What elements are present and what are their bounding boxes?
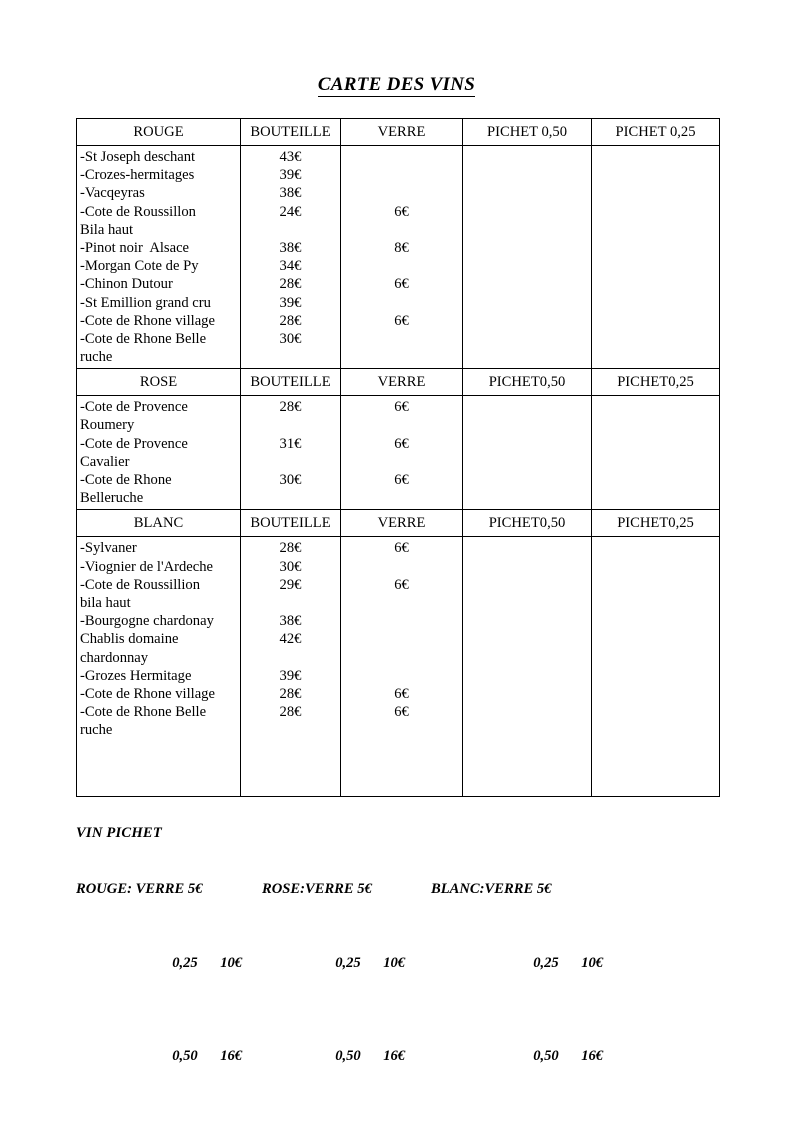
- vin-pichet-row: [262, 936, 405, 992]
- column-header-bouteille: BOUTEILLE: [241, 510, 341, 537]
- pichet-050-prices-rouge: [463, 146, 592, 369]
- column-header-verre: VERRE: [341, 510, 463, 537]
- section-header-name: BLANC: [77, 510, 241, 537]
- section-header-rouge: [77, 119, 720, 146]
- vin-pichet-row: [76, 1029, 242, 1085]
- vin-pichet-size: 0,50: [533, 1048, 559, 1065]
- vin-pichet-price: 10€: [220, 955, 243, 972]
- column-header-verre: VERRE: [341, 119, 463, 146]
- section-body-rose: [77, 396, 720, 510]
- vin-pichet-row: [262, 1029, 405, 1085]
- section-header-name: ROSE: [77, 369, 241, 396]
- vin-pichet-size: 0,25: [335, 955, 361, 972]
- vin-pichet-column-rose: [262, 843, 405, 1122]
- column-header-bouteille: BOUTEILLE: [241, 369, 341, 396]
- vin-pichet-size: 0,25: [533, 955, 559, 972]
- section-body-blanc: [77, 537, 720, 797]
- vin-pichet-size: 0,50: [335, 1048, 361, 1065]
- vin-pichet-price: 10€: [581, 955, 604, 972]
- vin-pichet-title: VIN PICHET: [76, 825, 162, 841]
- vin-pichet-price: 16€: [220, 1048, 243, 1065]
- vin-pichet-price: 16€: [581, 1048, 604, 1065]
- column-header-pichet-025: PICHET0,25: [592, 369, 720, 396]
- vin-pichet-price: 10€: [383, 955, 406, 972]
- vin-pichet-column-blanc: [431, 843, 603, 1122]
- vin-pichet-size: 0,50: [172, 1048, 198, 1065]
- wine-names-rouge: -St Joseph deschant -Crozes-hermitages -Vacqeyras -Cote de Roussillon Bila haut -Pinot noir Alsace -Morgan Cote de Py -Chinon Dutour -St Emillion grand cru -Cote de Rhone village -Cote de Rhone Belle ruche: [77, 146, 241, 369]
- vin-pichet-price: 16€: [383, 1048, 406, 1065]
- column-header-pichet-050: PICHET0,50: [463, 510, 592, 537]
- vin-pichet-heading: BLANC:VERRE 5€: [431, 880, 552, 897]
- vin-pichet-row: [76, 936, 242, 992]
- wine-list-table: [76, 118, 720, 797]
- vin-pichet-heading: ROSE:VERRE 5€: [262, 880, 372, 897]
- column-header-verre: VERRE: [341, 369, 463, 396]
- bouteille-prices-blanc: 28€ 30€ 29€ 38€ 42€ 39€ 28€ 28€: [241, 537, 341, 797]
- vin-pichet-section: [76, 824, 716, 1065]
- bouteille-prices-rouge: 43€ 39€ 38€ 24€ 38€ 34€ 28€ 39€ 28€ 30€: [241, 146, 341, 369]
- column-header-pichet-050: PICHET 0,50: [463, 119, 592, 146]
- section-header-name: ROUGE: [77, 119, 241, 146]
- column-header-bouteille: BOUTEILLE: [241, 119, 341, 146]
- page-title-text: CARTE DES VINS: [317, 74, 476, 95]
- bouteille-prices-rose: 28€ 31€ 30€: [241, 396, 341, 510]
- vin-pichet-size: 0,25: [172, 955, 198, 972]
- wine-names-blanc: -Sylvaner -Viognier de l'Ardeche -Cote de Roussillion bila haut -Bourgogne chardonay Chablis domaine chardonnay -Grozes Hermitage -Cote de Rhone village -Cote de Rhone Belle ruche: [77, 537, 241, 797]
- verre-prices-blanc: 6€ 6€ 6€ 6€: [341, 537, 463, 797]
- pichet-025-prices-rouge: [592, 146, 720, 369]
- vin-pichet-column-rouge: [76, 843, 242, 1122]
- section-header-blanc: [77, 510, 720, 537]
- verre-prices-rose: 6€ 6€ 6€: [341, 396, 463, 510]
- vin-pichet-row: [431, 936, 603, 992]
- section-header-rose: [77, 369, 720, 396]
- pichet-025-prices-blanc: [592, 537, 720, 797]
- verre-prices-rouge: 6€ 8€ 6€ 6€: [341, 146, 463, 369]
- column-header-pichet-050: PICHET0,50: [463, 369, 592, 396]
- pichet-050-prices-rose: [463, 396, 592, 510]
- vin-pichet-heading: ROUGE: VERRE 5€: [76, 880, 203, 897]
- wine-names-rose: -Cote de Provence Roumery -Cote de Provence Cavalier -Cote de Rhone Belleruche: [77, 396, 241, 510]
- column-header-pichet-025: PICHET 0,25: [592, 119, 720, 146]
- column-header-pichet-025: PICHET0,25: [592, 510, 720, 537]
- page-title: [0, 74, 793, 96]
- section-body-rouge: [77, 146, 720, 369]
- vin-pichet-row: [431, 1029, 603, 1085]
- pichet-025-prices-rose: [592, 396, 720, 510]
- pichet-050-prices-blanc: [463, 537, 592, 797]
